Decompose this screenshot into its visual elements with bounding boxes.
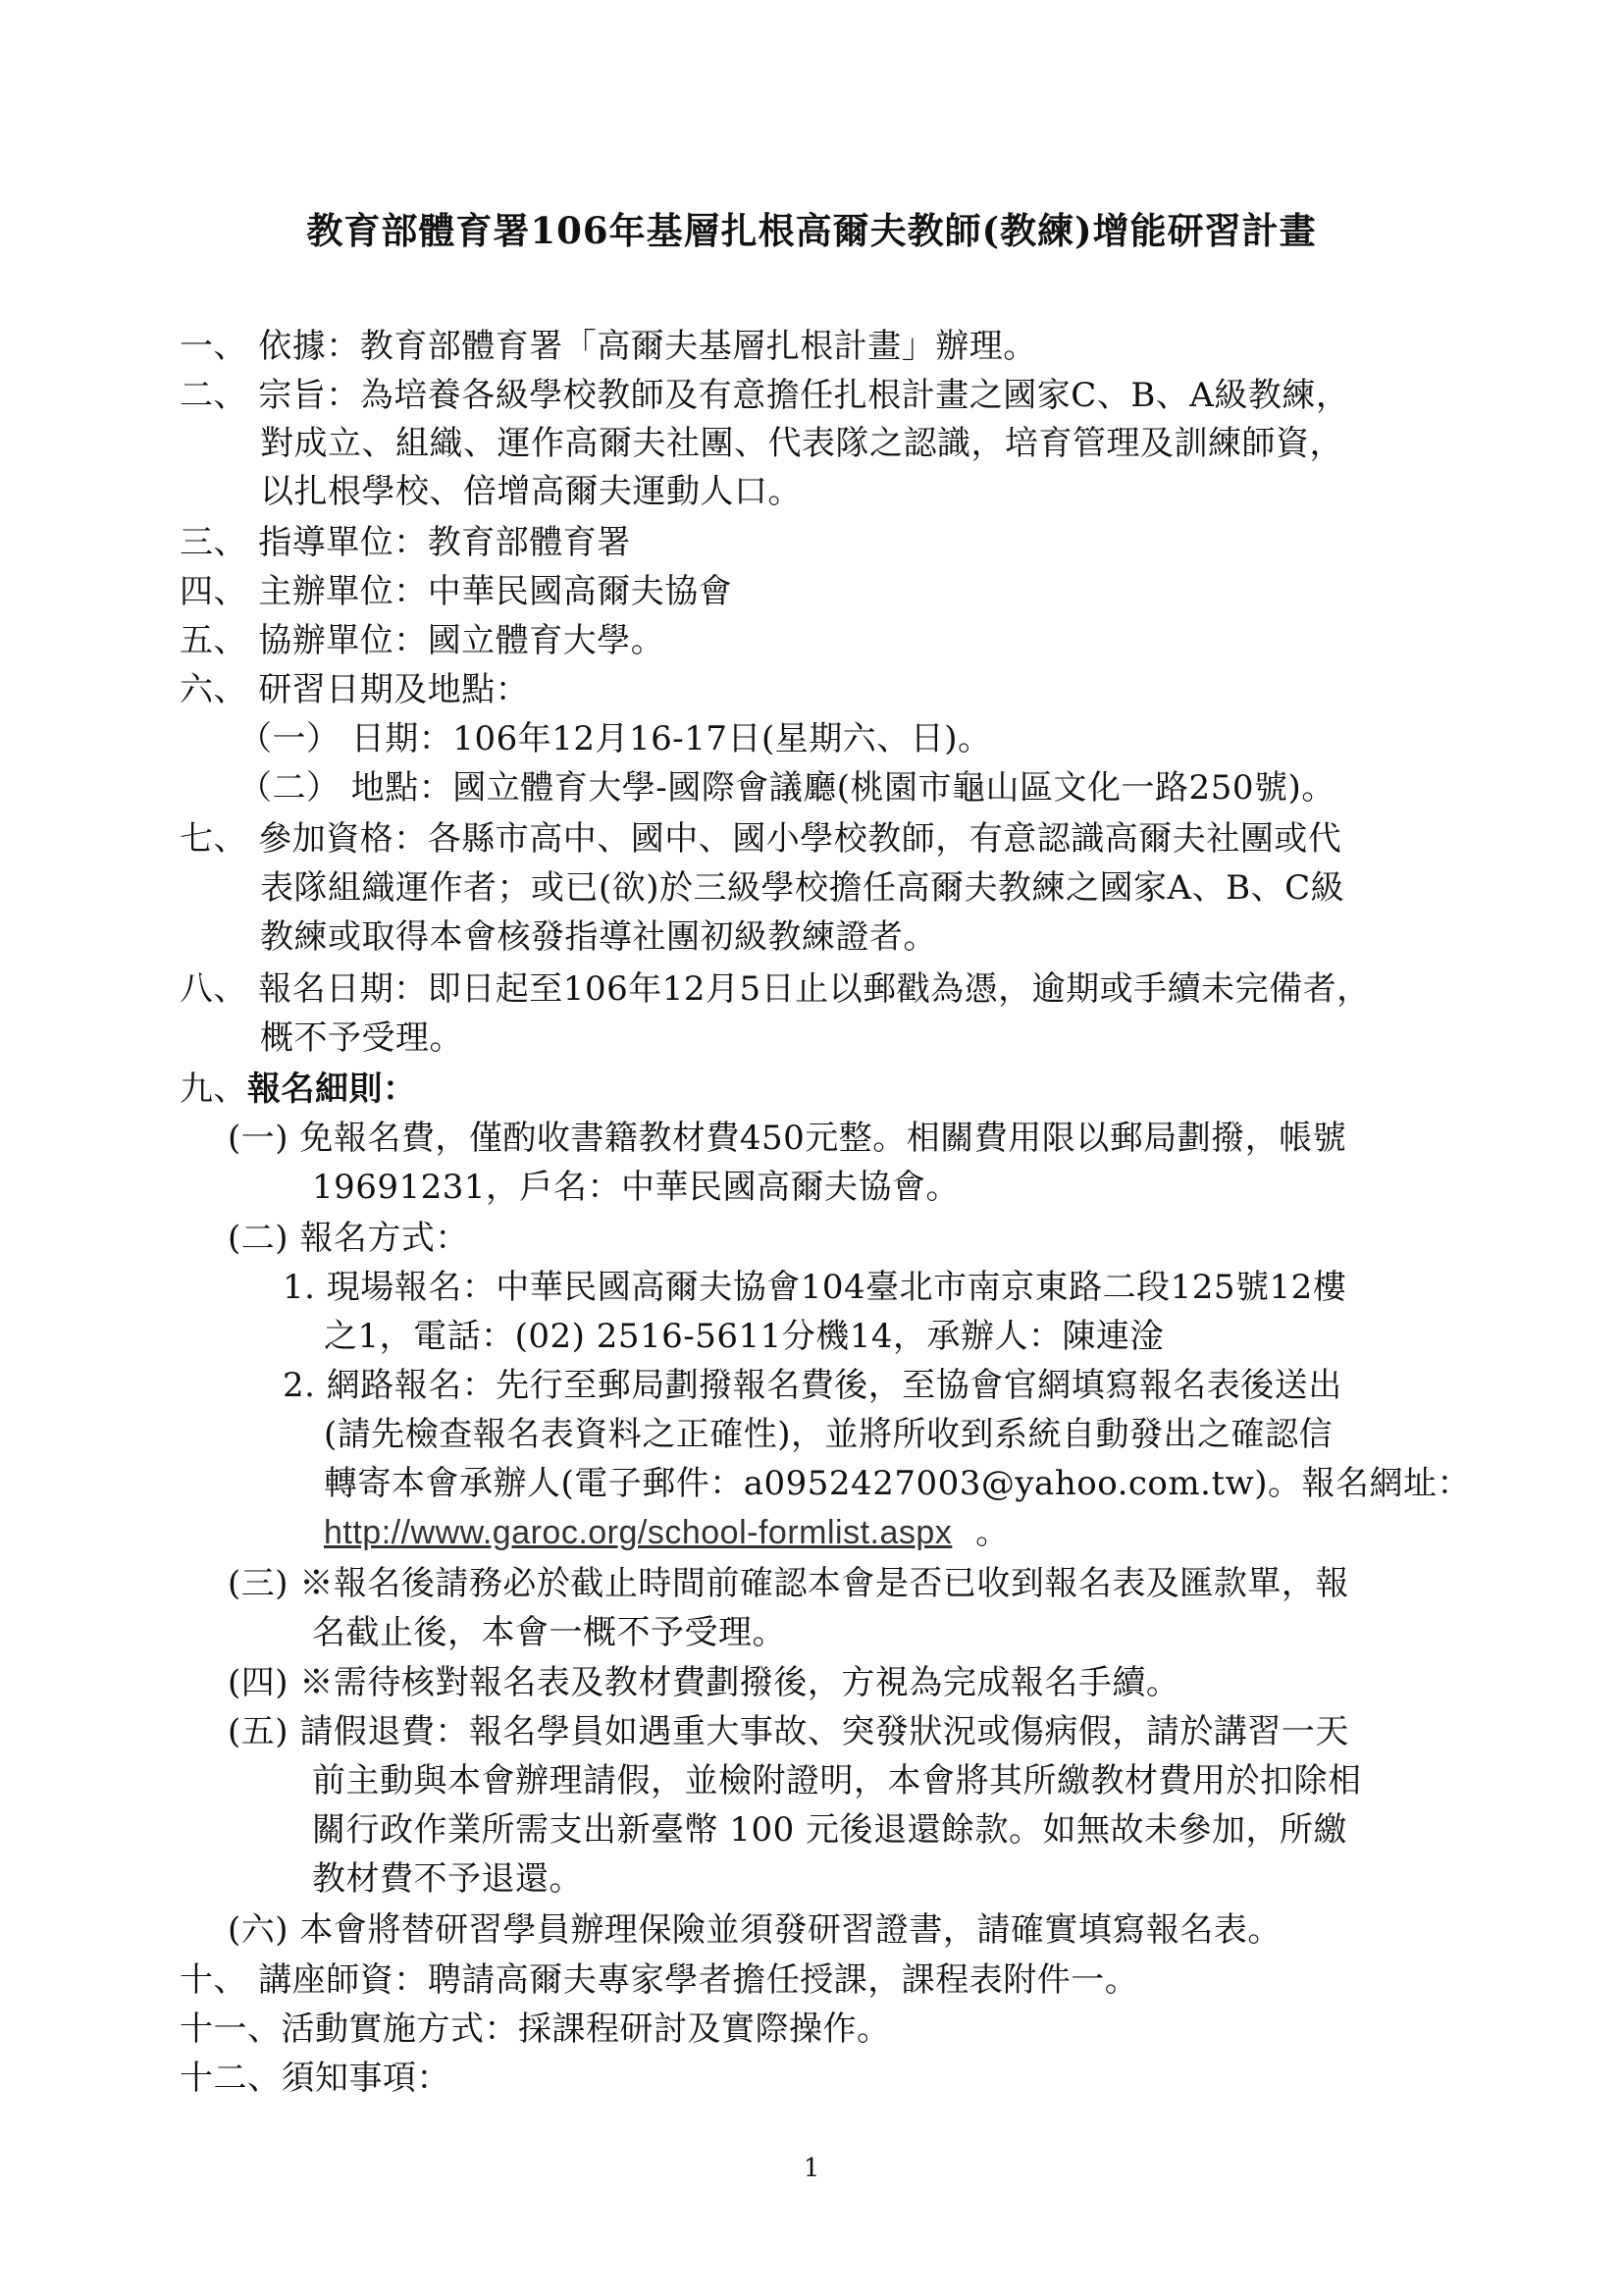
- section-5-co-organizer: 五、 協辦單位：國立體育大學。: [180, 621, 665, 660]
- registration-url-line: [324, 1510, 1010, 1555]
- section-9-item-3: (三) ※報名後請務必於截止時間前確認本會是否已收到報名表及匯款單，報: [228, 1564, 1349, 1603]
- section-9-item-3-cont: 名截止後，本會一概不予受理。: [312, 1613, 786, 1652]
- page-number: 1: [803, 2154, 820, 2183]
- section-9-item-1-cont: 19691231，戶名：中華民國高爾夫協會。: [312, 1168, 961, 1207]
- section-2-purpose: 二、 宗旨：為培養各級學校教師及有意擔任扎根計畫之國家C、B、A級教練，: [180, 376, 1350, 415]
- section-9-heading: [180, 1067, 417, 1112]
- section-7-eligibility: 七、 參加資格：各縣市高中、國中、國小學校教師，有意認識高爾夫社團或代: [180, 819, 1342, 859]
- section-3-supervisor: 三、 指導單位：教育部體育署: [180, 523, 631, 562]
- section-8-registration-date-cont: 概不予受理。: [260, 1018, 463, 1058]
- onsite-registration-cont: 之1，電話：(02) 2516-5611分機14，承辦人：陳連淦: [324, 1317, 1165, 1356]
- section-9-item-5: (五) 請假退費：報名學員如遇重大事故、突發狀況或傷病假，請於講習一天: [228, 1712, 1349, 1751]
- section-7-eligibility-cont: 表隊組織運作者；或已(欲)於三級學校擔任高爾夫教練之國家A、B、C級: [260, 868, 1345, 908]
- section-4-organizer: 四、 主辦單位：中華民國高爾夫協會: [180, 572, 733, 611]
- section-6-date: （一） 日期：106年12月16-17日(星期六、日)。: [238, 719, 992, 758]
- section-11-method: 十一、活動實施方式：採課程研討及實際操作。: [180, 2009, 891, 2049]
- onsite-registration: 1. 現場報名：中華民國高爾夫協會104臺北市南京東路二段125號12樓: [283, 1268, 1347, 1307]
- section-10-lecturers: 十、 講座師資：聘請高爾夫專家學者擔任授課，課程表附件一。: [180, 1960, 1139, 2000]
- section-2-purpose-cont: 對成立、組織、運作高爾夫社團、代表隊之認識，培育管理及訓練師資，: [260, 424, 1343, 463]
- section-9-number: 九、: [180, 1070, 247, 1109]
- section-6-date-place: 六、 研習日期及地點：: [180, 670, 530, 709]
- section-9-item-5-cont: 前主動與本會辦理請假，並檢附證明，本會將其所繳教材費用於扣除相: [312, 1761, 1362, 1800]
- registration-url-link[interactable]: http://www.garoc.org/school-formlist.aspx: [324, 1514, 953, 1551]
- document-title: 教育部體育署106年基層扎根高爾夫教師(教練)增能研習計畫: [306, 209, 1317, 252]
- section-9-item-1: (一) 免報名費，僅酌收書籍教材費450元整。相關費用限以郵局劃撥，帳號: [228, 1119, 1347, 1158]
- section-1-basis: 一、 依據：教育部體育署「高爾夫基層扎根計畫」辦理。: [180, 327, 1037, 366]
- section-9-title: 報名細則：: [247, 1070, 417, 1109]
- online-registration-cont: (請先檢查報名表資料之正確性)，並將所收到系統自動發出之確認信: [324, 1415, 1334, 1454]
- section-2-purpose-cont: 以扎根學校、倍增高爾夫運動人口。: [260, 472, 802, 511]
- section-6-place: （二） 地點：國立體育大學-國際會議廳(桃園市龜山區文化一路250號)。: [238, 768, 1335, 808]
- section-9-item-5-cont: 教材費不予退還。: [312, 1859, 583, 1899]
- registration-url-period: 。: [975, 1513, 1010, 1552]
- section-7-eligibility-cont: 教練或取得本會核發指導社團初級教練證者。: [260, 917, 937, 957]
- section-9-item-4: (四) ※需待核對報名表及教材費劃撥後，方視為完成報名手續。: [228, 1663, 1180, 1702]
- section-9-item-5-cont: 關行政作業所需支出新臺幣 100 元後退還餘款。如無故未參加，所繳: [312, 1810, 1348, 1850]
- section-12-notes: 十二、須知事項：: [180, 2059, 450, 2098]
- online-registration-cont: 轉寄本會承辦人(電子郵件：a0952427003@yahoo.com.tw)。報名網址：: [324, 1464, 1471, 1503]
- section-9-item-2: (二) 報名方式：: [228, 1219, 469, 1258]
- section-9-item-6: (六) 本會將替研習學員辦理保險並須發研習證書，請確實填寫報名表。: [228, 1910, 1282, 1950]
- section-8-registration-date: 八、 報名日期：即日起至106年12月5日止以郵戳為憑，逾期或手續未完備者，: [180, 969, 1371, 1009]
- online-registration: 2. 網路報名：先行至郵局劃撥報名費後，至協會官網填寫報名表後送出: [283, 1366, 1342, 1405]
